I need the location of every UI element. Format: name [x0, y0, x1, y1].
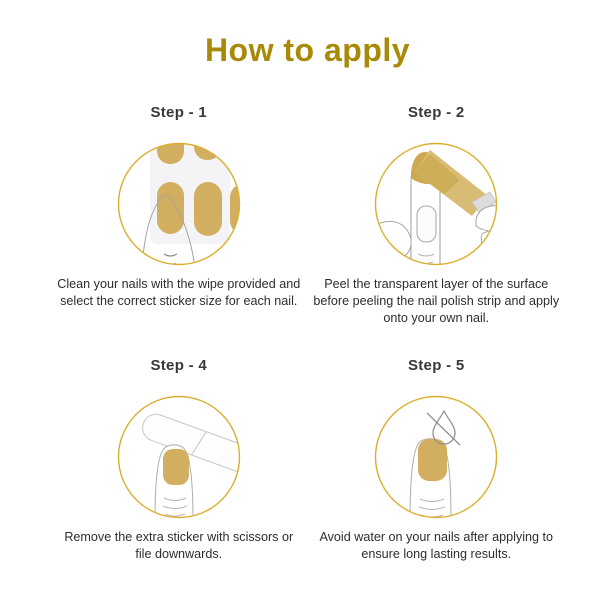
steps-grid: [0, 104, 615, 563]
step-2-cell: [308, 104, 566, 327]
step-1-heading: Step - 1: [150, 104, 208, 121]
step-2-description: Peel the transparent layer of the surface before peeling the nail polish strip and apply onto your own nail.: [313, 277, 560, 325]
step-1-illustration: [117, 142, 241, 266]
step-4-description: Remove the extra sticker with scissors or file downwards.: [64, 530, 294, 561]
no-water-icon: [374, 395, 498, 519]
step-2-heading: Step - 2: [407, 104, 465, 121]
step-2-illustration: [374, 142, 498, 266]
peeling-strip-icon: [374, 142, 498, 266]
step-5-illustration: [374, 395, 498, 519]
nail-file-icon: [117, 395, 241, 519]
step-4-heading: Step - 4: [150, 357, 208, 374]
step-5-heading: Step - 5: [407, 357, 465, 374]
step-4-cell: [50, 357, 308, 563]
step-1-description: Clean your nails with the wipe provided and select the correct sticker size for each nail.: [57, 277, 301, 308]
step-5-description: Avoid water on your nails after applying to ensure long lasting results.: [319, 530, 554, 561]
sticker-sheet-with-finger-icon: [117, 142, 241, 266]
step-4-illustration: [117, 395, 241, 519]
step-5-cell: [308, 357, 566, 563]
step-1-cell: [50, 104, 308, 327]
page-title: How to apply: [204, 32, 411, 68]
